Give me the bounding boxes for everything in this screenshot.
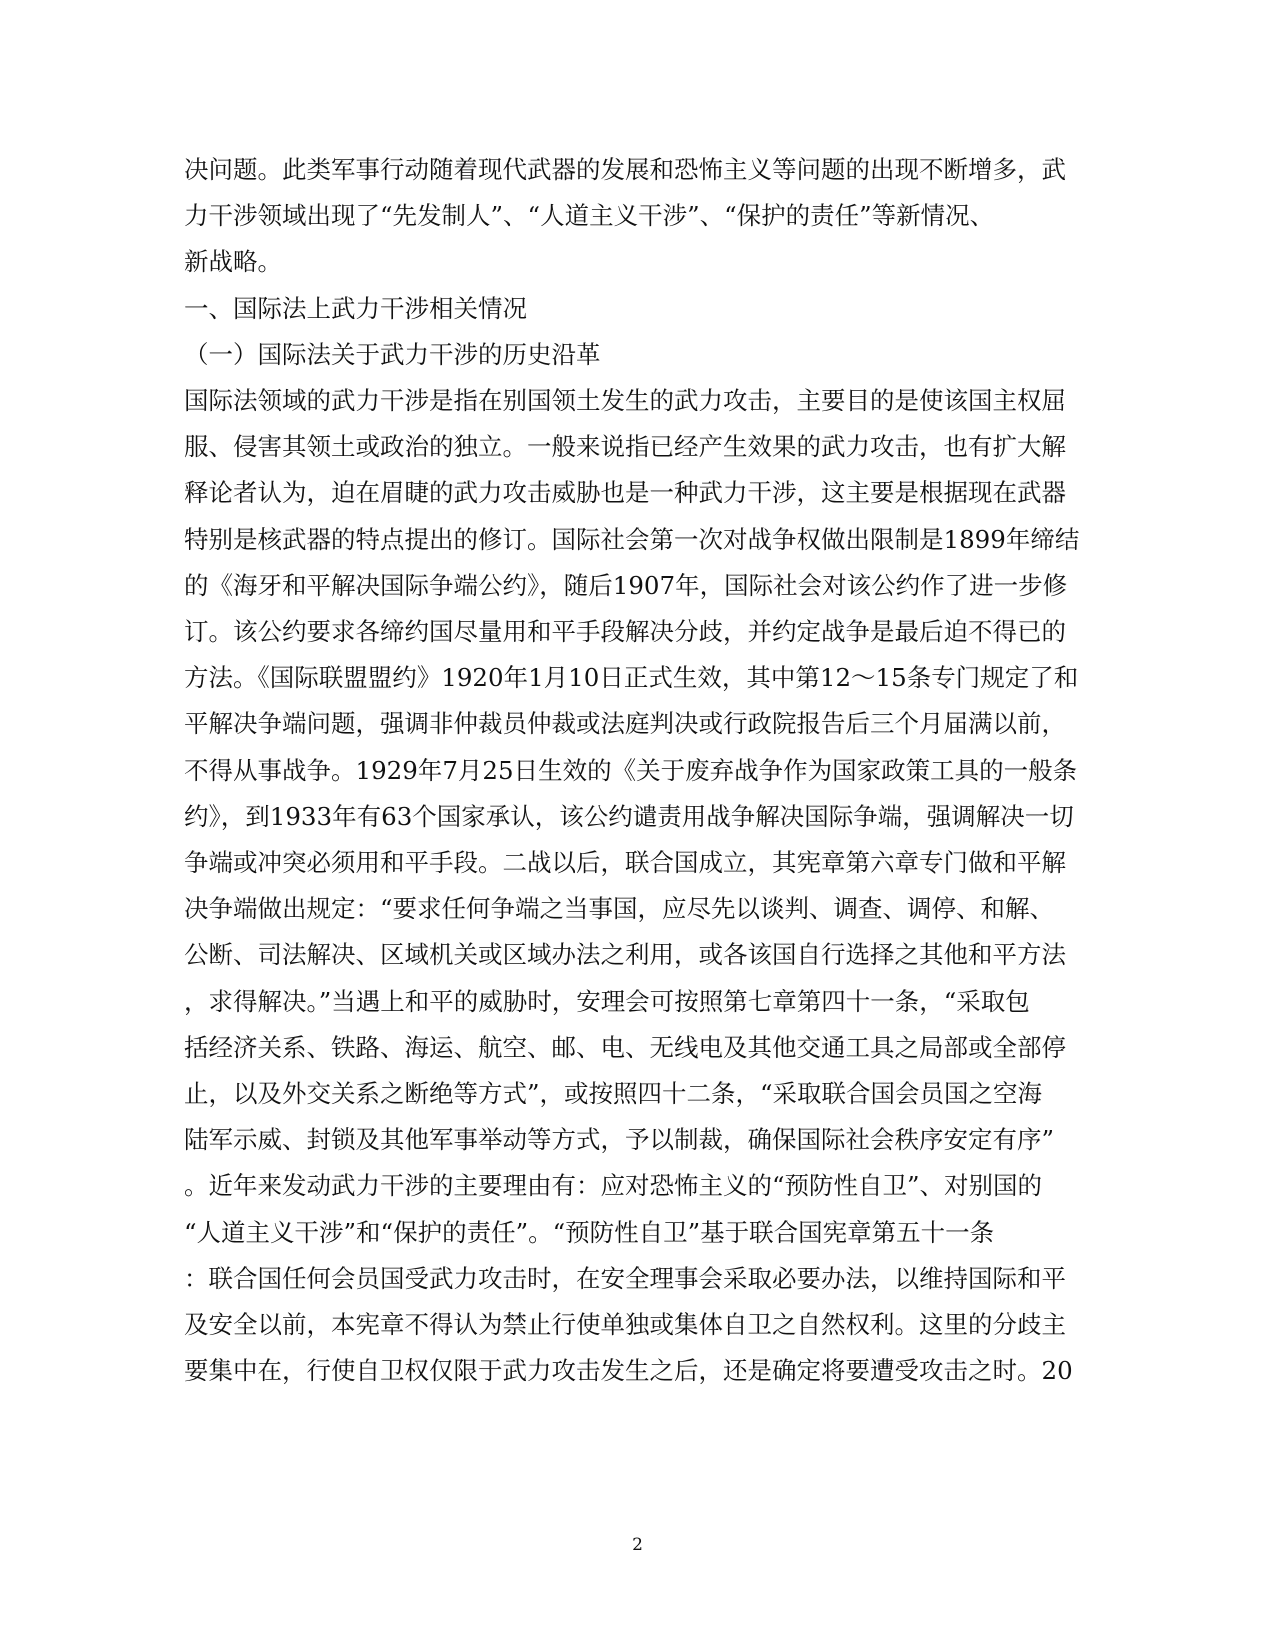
text-line: 一、国际法上武力干涉相关情况 <box>184 293 527 323</box>
text-line: 的《海牙和平解决国际争端公约》，随后1907年，国际社会对该公约作了进一步修 <box>184 570 1068 600</box>
text-line: 陆军示威、封锁及其他军事举动等方式，予以制裁，确保国际社会秩序安定有序” <box>184 1125 1055 1155</box>
text-line: 止，以及外交关系之断绝等方式”，或按照四十二条，“采取联合国会员国之空海 <box>184 1079 1043 1108</box>
text-line: “人道主义干涉”和“保护的责任”。“预防性自卫”基于联合国宪章第五十一条 <box>184 1217 995 1247</box>
text-line: 不得从事战争。1929年7月25日生效的《关于废弃战争作为国家政策工具的一般条 <box>184 755 1078 785</box>
text-line: 。近年来发动武力干涉的主要理由有：应对恐怖主义的“预防性自卫”、对别国的 <box>184 1171 1043 1201</box>
text-line: 特别是核武器的特点提出的修订。国际社会第一次对战争权做出限制是1899年缔结 <box>184 524 1080 554</box>
text-line: 及安全以前，本宪章不得认为禁止行使单独或集体自卫之自然权利。这里的分歧主 <box>184 1310 1066 1339</box>
text-line: 公断、司法解决、区域机关或区域办法之利用，或各该国自行选择之其他和平方法 <box>184 940 1066 970</box>
text-line: 约》，到1933年有63个国家承认，该公约谴责用战争解决国际争端，强调解决一切 <box>184 801 1074 831</box>
text-line: 释论者认为，迫在眉睫的武力攻击威胁也是一种武力干涉，这主要是根据现在武器 <box>184 478 1066 508</box>
text-line: （一）国际法关于武力干涉的历史沿革 <box>184 339 601 369</box>
text-line: 括经济关系、铁路、海运、航空、邮、电、无线电及其他交通工具之局部或全部停 <box>184 1032 1066 1062</box>
text-line: 服、侵害其领土或政治的独立。一般来说指已经产生效果的武力攻击，也有扩大解 <box>184 432 1066 462</box>
text-line: 新战略。 <box>184 247 282 277</box>
text-line: 争端或冲突必须用和平手段。二战以后，联合国成立，其宪章第六章专门做和平解 <box>184 848 1066 877</box>
text-line: 平解决争端问题，强调非仲裁员仲裁或法庭判决或行政院报告后三个月届满以前， <box>184 709 1066 739</box>
page-number: 2 <box>632 1535 643 1555</box>
text-line: 力干涉领域出现了“先发制人”、“人道主义干涉”、“保护的责任”等新情况、 <box>184 201 995 231</box>
text-line: 决争端做出规定：“要求任何争端之当事国，应尽先以谈判、调查、调停、和解、 <box>184 894 1055 924</box>
text-line: 方法。《国际联盟盟约》1920年1月10日正式生效，其中第12～15条专门规定了和 <box>184 663 1079 693</box>
text-line: ，求得解决。”当遇上和平的威胁时，安理会可按照第七章第四十一条，“采取包 <box>184 986 1030 1016</box>
text-line: 要集中在，行使自卫权仅限于武力攻击发生之后，还是确定将要遭受攻击之时。20 <box>184 1356 1073 1386</box>
text-line: 国际法领域的武力干涉是指在别国领土发生的武力攻击，主要目的是使该国主权屈 <box>184 386 1066 415</box>
text-line: 决问题。此类军事行动随着现代武器的发展和恐怖主义等问题的出现不断增多，武 <box>184 155 1066 184</box>
text-line: ：联合国任何会员国受武力攻击时，在安全理事会采取必要办法，以维持国际和平 <box>184 1263 1066 1293</box>
text-line: 订。该公约要求各缔约国尽量用和平手段解决分歧，并约定战争是最后迫不得已的 <box>184 617 1066 646</box>
